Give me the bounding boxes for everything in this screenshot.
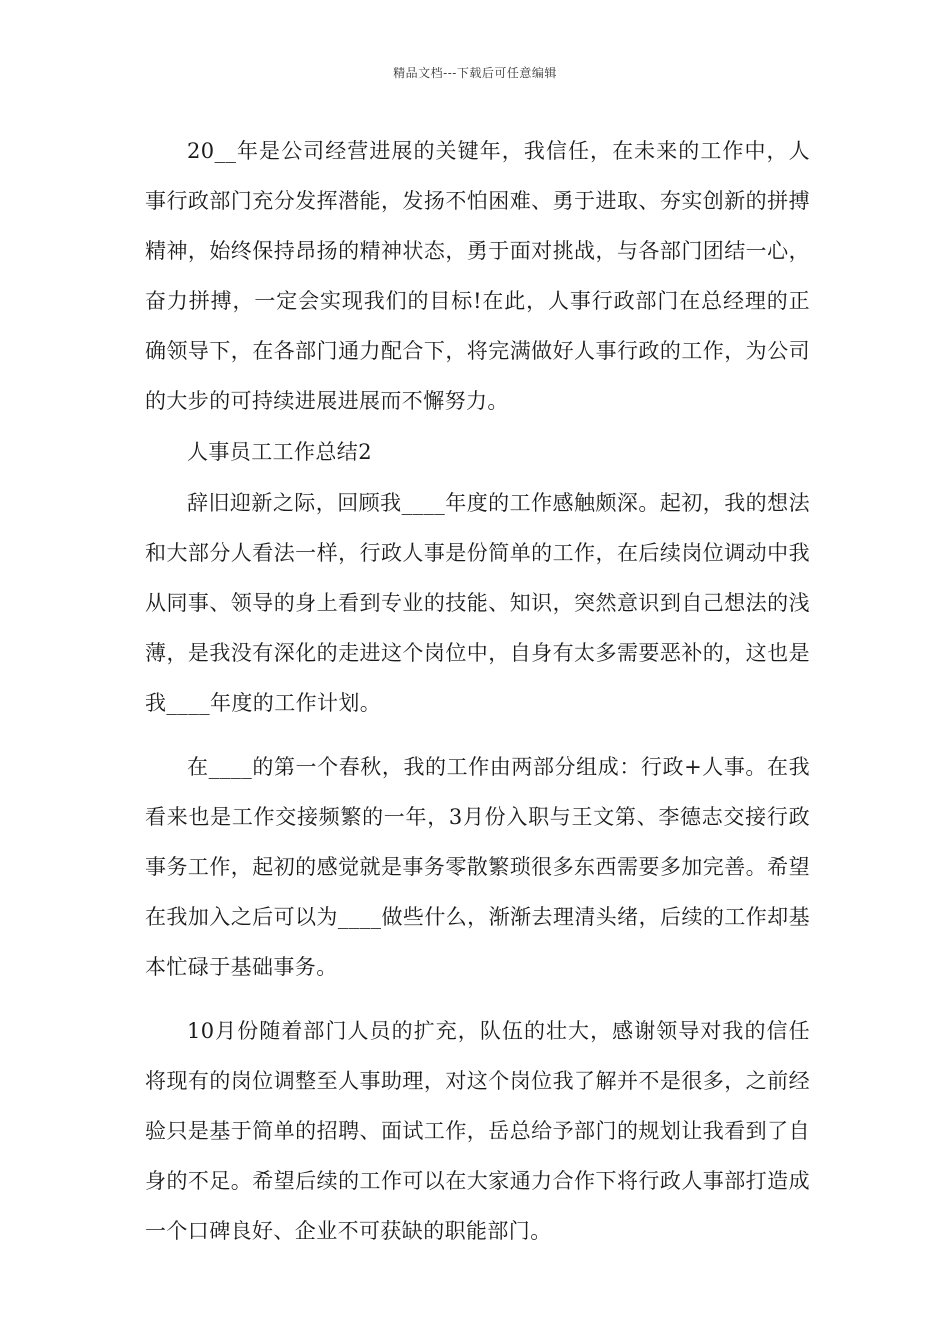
- paragraph-outlook: 20__年是公司经营进展的关键年，我信任，在未来的工作中，人事行政部门充分发挥潜能，发扬不怕困难、勇于进取、夯实创新的拼搏精神，始终保持昂扬的精神状态，勇于面对挑战，与各部门团结一心，奋力拼搏，一定会实现我们的目标!在此，人事行政部门在总经理的正确领导下，在各部门通力配合下，将完满做好人事行政的工作，为公司的大步的可持续进展进展而不懈努力。: [145, 139, 810, 413]
- paragraph-gap: [145, 992, 810, 1006]
- document-body: [145, 126, 810, 1256]
- paragraph-october: 10月份随着部门人员的扩充，队伍的壮大，感谢领导对我的信任将现有的岗位调整至人事助理，对这个岗位我了解并不是很多，之前经验只是基于简单的招聘、面试工作，岳总给予部门的规划让我看到了自身的不足。希望后续的工作可以在大家通力合作下将行政人事部打造成一个口碑良好、企业不可获缺的职能部门。: [145, 1019, 810, 1243]
- paragraph-gap: [145, 728, 810, 742]
- paragraph-first-year: 在____的第一个春秋，我的工作由两部分组成：行政+人事。在我看来也是工作交接频繁的一年，3月份入职与王文第、李德志交接行政事务工作，起初的感觉就是事务零散繁琐很多东西需要多加完善。希望在我加入之后可以为____做些什么，渐渐去理清头绪，后续的工作却基本忙碌于基础事务。: [145, 755, 810, 979]
- paragraph-reflection: 辞旧迎新之际，回顾我____年度的工作感触颇深。起初，我的想法和大部分人看法一样，行政人事是份简单的工作，在后续岗位调动中我从同事、领导的身上看到专业的技能、知识，突然意识到自己想法的浅薄，是我没有深化的走进这个岗位中，自身有太多需要恶补的，这也是我____年度的工作计划。: [145, 491, 810, 715]
- page-header: 精品文档---下载后可任意编辑: [393, 66, 557, 80]
- section-heading: 人事员工工作总结2: [187, 440, 372, 464]
